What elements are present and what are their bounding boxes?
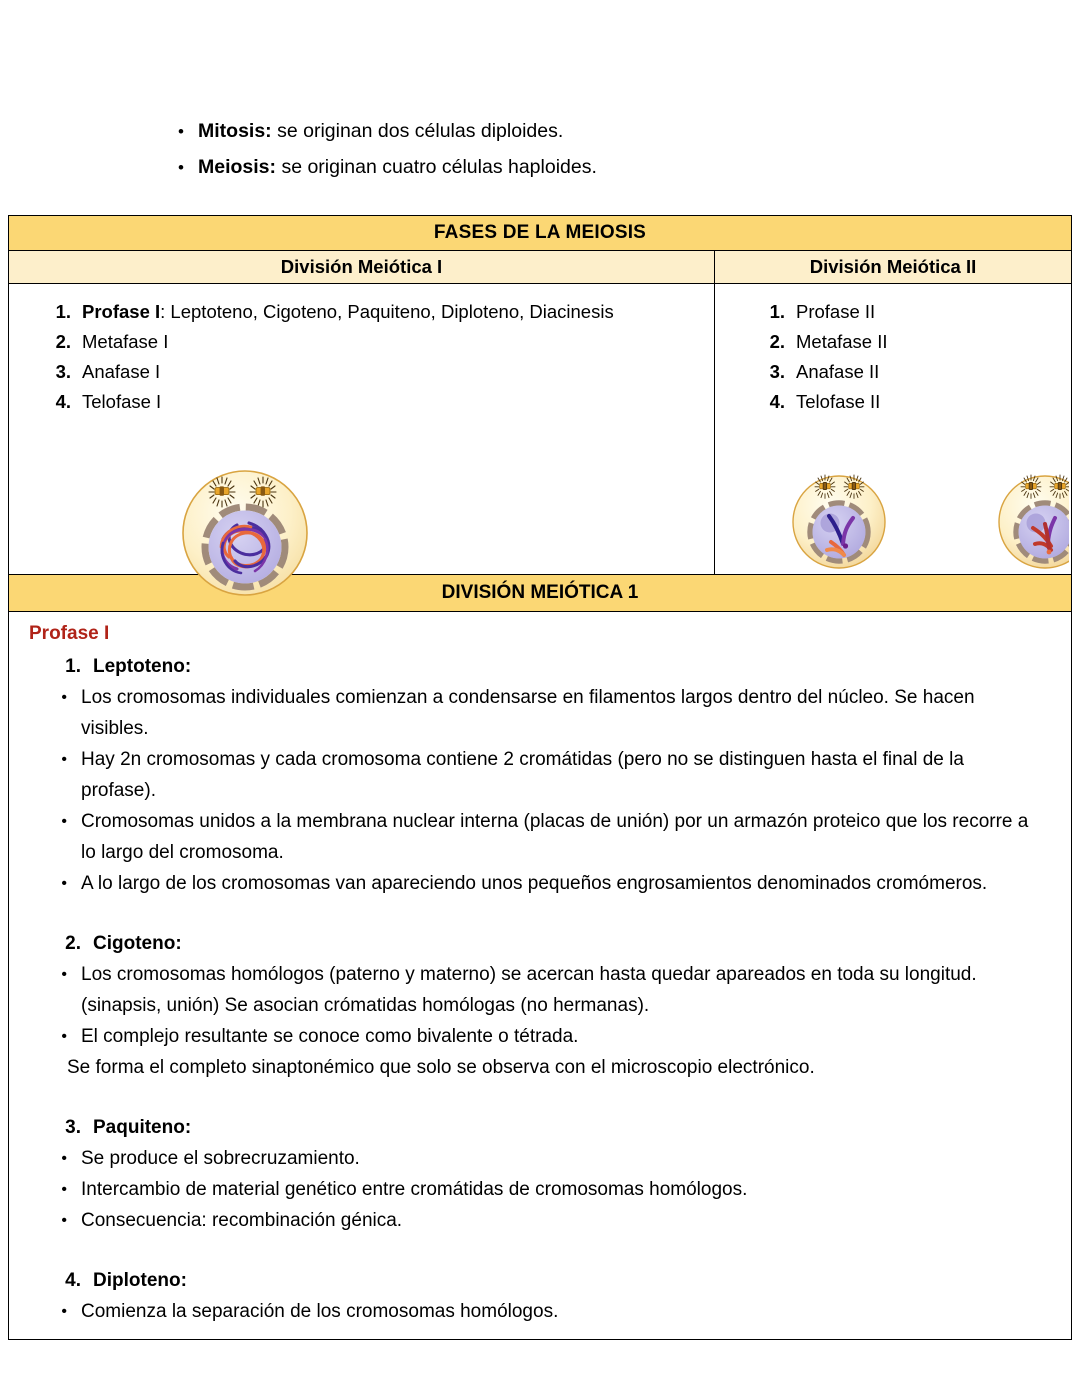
division-ii-phase-list	[715, 284, 1071, 417]
list-item-text	[198, 118, 563, 145]
list-item	[19, 1205, 1061, 1236]
list-item-text: Cromosomas unidos a la membrana nuclear interna (placas de unión) por un armazón proteico que los recorre a lo largo del cromosoma.	[81, 811, 1029, 863]
item-rest: : Leptoteno, Cigoteno, Paquiteno, Diploteno, Diacinesis	[160, 301, 614, 322]
list-item-text: Los cromosomas homólogos (paterno y materno) se acercan hasta quedar apareados en toda su longitud. (sinapsis, unión) Se asocian crómatidas homólogas (no hermanas).	[81, 964, 977, 1016]
column-header-division-i: División Meiótica I	[9, 251, 715, 283]
item-number: 1.	[55, 301, 71, 322]
item-number: 2.	[55, 331, 71, 352]
profase-i-detail-section	[9, 612, 1071, 1339]
cigoteno-note-text: Se forma el completo sinaptonémico que solo se observa con el microscopio electrónico.	[67, 1057, 815, 1078]
bullet-icon: •	[61, 1150, 67, 1167]
intro-bullet-list	[172, 118, 1032, 190]
list-item	[172, 118, 1032, 145]
division-i-phase-list	[9, 284, 714, 417]
list-item-label: Meiosis:	[198, 156, 277, 178]
table-main-header: FASES DE LA MEIOSIS	[9, 216, 1071, 251]
stage-label: Leptoteno:	[93, 656, 192, 677]
bullet-icon: •	[61, 1028, 67, 1045]
prophase-i-cell-illustration	[175, 461, 315, 601]
table-column-header-row	[9, 251, 1071, 284]
stage-leptoteno-heading	[19, 648, 1061, 682]
stage-paquiteno-heading	[19, 1109, 1061, 1143]
prophase-ii-cell-illustration-left	[787, 466, 891, 570]
prophase-ii-cell-svg-right	[993, 466, 1069, 570]
list-item-text: El complejo resultante se conoce como bivalente o tétrada.	[81, 1026, 579, 1047]
prophase-ii-cell-svg-left	[787, 466, 891, 570]
list-item	[715, 387, 1071, 417]
item-text	[82, 297, 614, 327]
cell-division-meiotica-i	[9, 284, 715, 574]
prophase-i-cell-svg	[175, 461, 315, 601]
list-item-text: Se produce el sobrecruzamiento.	[81, 1148, 360, 1169]
stage-label: Diploteno:	[93, 1270, 187, 1291]
stage-label: Cigoteno:	[93, 933, 182, 954]
item-text: Telofase II	[796, 391, 881, 412]
bullet-icon: •	[178, 122, 184, 141]
item-bold: Profase I	[82, 301, 161, 322]
item-number: 1.	[769, 301, 785, 322]
profase-i-heading: Profase I	[29, 623, 110, 644]
list-item	[19, 682, 1061, 744]
list-item-rest: se originan cuatro células haploides.	[276, 156, 597, 178]
item-number: 4.	[55, 391, 71, 412]
item-text: Metafase I	[82, 331, 169, 352]
list-item-text: Hay 2n cromosomas y cada cromosoma contiene 2 cromátidas (pero no se distinguen hasta el final de la profase).	[81, 749, 964, 801]
spacer	[19, 899, 1061, 925]
bullet-icon: •	[61, 1181, 67, 1198]
item-text: Telofase I	[82, 391, 162, 412]
item-text: Metafase II	[796, 331, 888, 352]
bullet-icon: •	[61, 1303, 67, 1320]
list-item	[9, 327, 714, 357]
list-item	[715, 327, 1071, 357]
list-item	[19, 744, 1061, 806]
list-item	[715, 297, 1071, 327]
stage-cigoteno-heading	[19, 925, 1061, 959]
item-number: 3.	[769, 361, 785, 382]
bullet-icon: •	[61, 966, 67, 983]
list-item	[9, 297, 714, 327]
list-item	[19, 959, 1061, 1021]
item-number: 2.	[769, 331, 785, 352]
spacer	[19, 1083, 1061, 1109]
list-item-text	[198, 154, 597, 181]
item-text: Profase II	[796, 301, 876, 322]
list-item	[19, 868, 1061, 899]
cell-division-meiotica-ii	[715, 284, 1071, 574]
table-body-row	[9, 284, 1071, 574]
meiosis-phases-table	[8, 215, 1072, 1340]
bullet-icon: •	[61, 689, 67, 706]
list-item	[715, 357, 1071, 387]
column-header-division-ii: División Meiótica II	[809, 256, 977, 277]
item-number: 4.	[769, 391, 785, 412]
list-item	[19, 1174, 1061, 1205]
stage-number: 3.	[65, 1117, 81, 1138]
list-item-text: Intercambio de material genético entre cromátidas de cromosomas homólogos.	[81, 1179, 748, 1200]
list-item-text: A lo largo de los cromosomas van apareciendo unos pequeños engrosamientos denominados cromómeros.	[81, 873, 988, 894]
item-text: Anafase I	[82, 361, 161, 382]
table-second-band-header: DIVISIÓN MEIÓTICA 1	[9, 574, 1071, 612]
list-item-label: Mitosis:	[198, 120, 272, 142]
prophase-ii-cell-illustration-right-clipped	[993, 466, 1069, 570]
list-item	[19, 1143, 1061, 1174]
list-item	[172, 154, 1032, 181]
stage-number: 2.	[65, 933, 81, 954]
item-text: Anafase II	[796, 361, 880, 382]
list-item-rest: se originan dos células diploides.	[271, 120, 564, 142]
bullet-icon: •	[61, 813, 67, 830]
bullet-icon: •	[61, 875, 67, 892]
bullet-icon: •	[178, 158, 184, 177]
list-item-text: Consecuencia: recombinación génica.	[81, 1210, 403, 1231]
bullet-icon: •	[61, 1212, 67, 1229]
spacer	[19, 1236, 1061, 1262]
stage-number: 4.	[65, 1270, 81, 1291]
list-item	[9, 357, 714, 387]
list-item	[9, 387, 714, 417]
item-number: 3.	[55, 361, 71, 382]
stage-diploteno-heading	[19, 1262, 1061, 1296]
stage-label: Paquiteno:	[93, 1117, 192, 1138]
list-item-text: Los cromosomas individuales comienzan a condensarse en filamentos largos dentro del núcleo. Se hacen visibles.	[81, 687, 975, 739]
list-item-text: Comienza la separación de los cromosomas homólogos.	[81, 1301, 559, 1322]
list-item	[19, 1296, 1061, 1327]
list-item	[19, 1021, 1061, 1052]
bullet-icon: •	[61, 751, 67, 768]
list-item	[19, 806, 1061, 868]
stage-number: 1.	[65, 656, 81, 677]
